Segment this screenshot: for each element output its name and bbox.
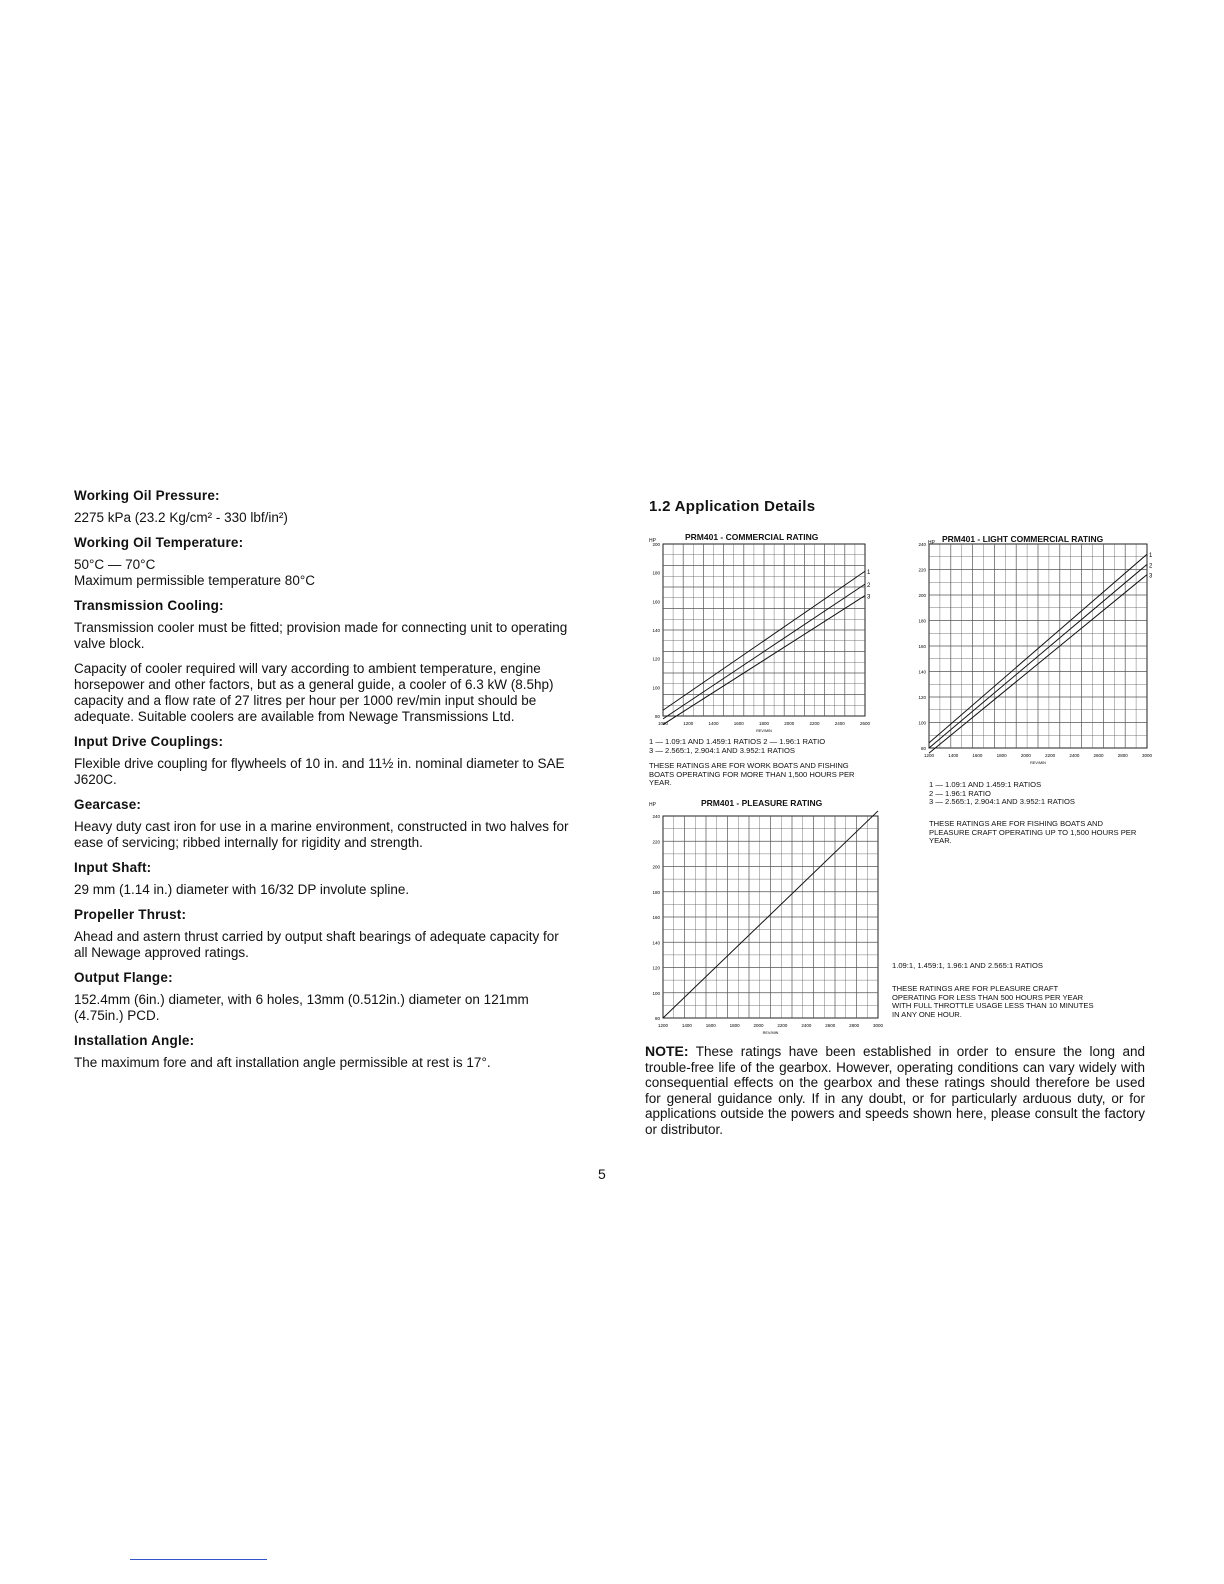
y-tick-label: 140 — [918, 669, 926, 675]
x-tick-label: 2400 — [834, 721, 845, 726]
x-tick-label: 2600 — [859, 721, 871, 726]
section-body — [74, 756, 576, 788]
section-body — [74, 1055, 576, 1071]
x-tick-label: 1800 — [729, 1023, 740, 1028]
section-body — [74, 557, 576, 589]
x-axis-label: REV/MIN — [1030, 761, 1046, 765]
y-tick-label: 80 — [654, 714, 660, 719]
section-paragraph: Ahead and astern thrust carried by output shaft bearings of adequate capacity for all Newage approved ratings. — [74, 929, 559, 960]
x-tick-label: 2600 — [825, 1023, 836, 1028]
chart-title: PRM401 - LIGHT COMMERCIAL RATING — [942, 534, 1104, 544]
y-tick-label: 180 — [918, 618, 926, 624]
x-tick-label: 1800 — [996, 753, 1007, 758]
note-label: NOTE: — [645, 1043, 689, 1059]
section-paragraph: 29 mm (1.14 in.) diameter with 16/32 DP involute spline. — [74, 882, 410, 897]
legend-line: 3 — 2.565:1, 2.904:1 AND 3.952:1 RATIOS — [649, 745, 795, 755]
section-body — [74, 510, 576, 526]
y-tick-label: 220 — [918, 567, 926, 573]
section-paragraph: 2275 kPa (23.2 Kg/cm² - 330 lbf/in²) — [74, 510, 288, 525]
section-body — [74, 882, 576, 898]
section-paragraph: The maximum fore and aft installation angle permissible at rest is 17°. — [74, 1055, 491, 1070]
y-tick-label: 140 — [652, 940, 660, 946]
x-tick-label: 2400 — [1069, 753, 1080, 758]
section-paragraph: Transmission cooler must be fitted; provision made for connecting unit to operating valve block. — [74, 620, 568, 651]
section-heading: Working Oil Pressure: — [74, 488, 220, 503]
pleasure-ratio-legend: 1.09:1, 1.459:1, 1.96:1 AND 2.565:1 RATIOS — [892, 961, 1043, 970]
x-tick-label: 1400 — [948, 753, 959, 758]
section-title: 1.2 Application Details — [649, 498, 816, 515]
x-tick-label: 2000 — [784, 721, 795, 726]
footer-rule — [130, 1559, 267, 1560]
y-tick-label: 160 — [652, 599, 660, 605]
x-tick-label: 1000 — [657, 721, 669, 726]
x-tick-label: 2200 — [777, 1023, 788, 1028]
y-tick-label: 240 — [918, 542, 926, 547]
section-body — [74, 620, 576, 725]
commercial-rating-plot — [645, 532, 875, 737]
y-tick-label: 240 — [652, 814, 660, 819]
light-commercial-rating-plot — [902, 532, 1152, 768]
chart-title: PRM401 - PLEASURE RATING — [701, 798, 823, 808]
section-heading: Installation Angle: — [74, 1033, 195, 1048]
commercial-ratio-legend — [649, 738, 889, 755]
legend-line: 1 — 1.09:1 AND 1.459:1 RATIOS 2 — 1.96:1 RATIO — [649, 737, 826, 746]
y-tick-label: 100 — [652, 990, 660, 996]
section-heading: Output Flange: — [74, 970, 173, 985]
x-tick-label: 2000 — [1020, 753, 1031, 758]
section-paragraph: Capacity of cooler required will vary according to ambient temperature, engine horsepower and other factors, but as a general guide, a cooler of 6.3 kW (8.5hp) capacity and a flow rate of 27 litres per hour per 1000 rev/min input should be adequate. Suitable coolers are available from Newage Transmissions Ltd. — [74, 661, 554, 724]
x-tick-label: 2800 — [849, 1023, 860, 1028]
series-label: 3 — [867, 594, 871, 601]
x-tick-label: 1600 — [733, 721, 744, 726]
section-heading: Input Shaft: — [74, 860, 152, 875]
section-heading: Propeller Thrust: — [74, 907, 187, 922]
section-body — [74, 819, 576, 851]
light-commercial-rating-chart — [902, 532, 1152, 764]
section-heading: Gearcase: — [74, 797, 142, 812]
y-tick-label: 200 — [652, 864, 660, 870]
y-tick-label: 80 — [920, 746, 926, 751]
x-tick-label: 3000 — [872, 1023, 884, 1028]
y-tick-label: 180 — [652, 570, 660, 576]
section-heading: Input Drive Couplings: — [74, 734, 224, 749]
section-heading: Transmission Cooling: — [74, 598, 224, 613]
ratings-note — [645, 1044, 1145, 1138]
y-axis-label: HP — [649, 802, 656, 808]
section-body — [74, 992, 576, 1024]
commercial-rating-note: THESE RATINGS ARE FOR WORK BOATS AND FISHING BOATS OPERATING FOR MORE THAN 1,500 HOURS PER YEAR. — [649, 761, 855, 788]
section-paragraph: Flexible drive coupling for flywheels of 10 in. and 11½ in. nominal diameter to SAE J620C. — [74, 756, 565, 787]
x-tick-label: 3000 — [1141, 753, 1153, 758]
light-commercial-rating-note: THESE RATINGS ARE FOR FISHING BOATS AND PLEASURE CRAFT OPERATING UP TO 1,500 HOURS PER YEAR. — [929, 819, 1137, 846]
x-axis-label: REV/MIN — [762, 1031, 779, 1035]
x-tick-label: 2200 — [809, 721, 820, 726]
section-paragraph: 50°C — 70°C Maximum permissible temperature 80°C — [74, 557, 315, 588]
x-tick-label: 2000 — [753, 1023, 764, 1028]
y-tick-label: 120 — [918, 695, 926, 700]
commercial-rating-chart — [645, 532, 875, 732]
x-axis-label: REV/MIN — [756, 729, 772, 733]
x-tick-label: 1200 — [657, 1023, 669, 1028]
series-label: 1 — [1149, 553, 1153, 560]
y-tick-label: 100 — [652, 685, 660, 691]
pleasure-rating-note: THESE RATINGS ARE FOR PLEASURE CRAFT OPERATING FOR LESS THAN 500 HOURS PER YEAR WITH FULL THROTTLE USAGE LESS THAN 10 MINUTES IN ANY ONE HOUR. — [892, 984, 1094, 1019]
y-tick-label: 160 — [918, 644, 926, 649]
legend-line: 1 — 1.09:1 AND 1.459:1 RATIOS — [929, 780, 1042, 789]
series-label: 1 — [867, 570, 871, 577]
series-label: 2 — [1149, 563, 1153, 570]
chart-title: PRM401 - COMMERCIAL RATING — [685, 532, 819, 542]
light-commercial-ratio-legend — [929, 781, 1149, 807]
y-tick-label: 100 — [918, 720, 926, 726]
specifications-column — [74, 488, 576, 1080]
pleasure-rating-plot — [645, 796, 885, 1044]
pleasure-rating-chart — [645, 796, 885, 1044]
x-tick-label: 1600 — [705, 1023, 716, 1028]
legend-line: 2 — 1.96:1 RATIO — [929, 788, 991, 798]
x-tick-label: 2200 — [1045, 753, 1056, 758]
x-tick-label: 1200 — [683, 721, 694, 726]
x-tick-label: 1800 — [758, 721, 770, 726]
y-tick-label: 140 — [652, 628, 660, 633]
x-tick-label: 1200 — [923, 753, 935, 758]
section-paragraph: Heavy duty cast iron for use in a marine environment, constructed in two halves for ease of servicing; ribbed internally for rigidity and strength. — [74, 819, 569, 850]
y-tick-label: 120 — [652, 656, 660, 662]
y-tick-label: 180 — [652, 889, 660, 895]
section-heading: Working Oil Temperature: — [74, 535, 244, 550]
y-axis-label: HP — [928, 540, 935, 546]
section-paragraph: 152.4mm (6in.) diameter, with 6 holes, 13mm (0.512in.) diameter on 121mm (4.75in.) PCD. — [74, 992, 529, 1023]
y-axis-label: HP — [649, 538, 656, 544]
series-label: 3 — [1149, 573, 1153, 580]
x-tick-label: 2600 — [1093, 753, 1104, 758]
x-tick-label: 1600 — [972, 753, 983, 758]
y-tick-label: 80 — [654, 1016, 660, 1021]
series-label: 2 — [867, 583, 871, 590]
y-tick-label: 220 — [652, 839, 660, 845]
x-tick-label: 2800 — [1117, 753, 1128, 758]
y-tick-label: 200 — [652, 542, 660, 547]
y-tick-label: 120 — [652, 965, 660, 971]
y-tick-label: 200 — [918, 593, 926, 598]
y-tick-label: 160 — [652, 915, 660, 920]
note-text: These ratings have been established in order to ensure the long and trouble-free life of the gearbox. However, operating conditions can vary widely with consequential effects on the gearbox and these ratings should therefore be used for general guidance only. If in any doubt, or for particularly arduous duty, or for applications outside the powers and speeds shown here, please consult the factory or distributor. — [645, 1044, 1145, 1137]
section-body — [74, 929, 576, 961]
page-number: 5 — [598, 1166, 606, 1182]
legend-line: 3 — 2.565:1, 2.904:1 AND 3.952:1 RATIOS — [929, 797, 1075, 807]
x-tick-label: 2400 — [801, 1023, 812, 1028]
x-tick-label: 1400 — [681, 1023, 692, 1028]
x-tick-label: 1400 — [708, 721, 719, 726]
